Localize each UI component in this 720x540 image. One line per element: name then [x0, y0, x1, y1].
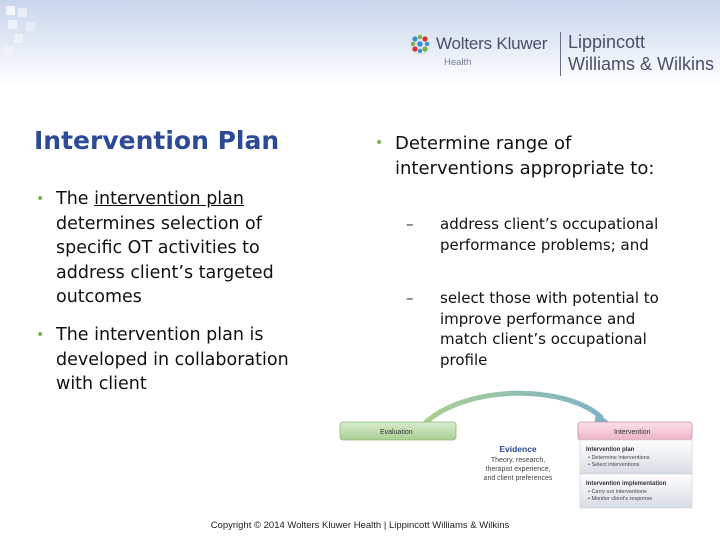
brand-name: Wolters Kluwer: [436, 34, 548, 53]
publisher-logo: [408, 30, 718, 80]
sub-item-2: [406, 288, 680, 370]
brand-division: Health: [444, 57, 472, 68]
implementation-item-2: • Monitor client’s response: [588, 496, 653, 502]
sub-item-text: select those with potential to improve performance and match client’s occupational profile: [440, 289, 659, 369]
process-diagram: [336, 390, 696, 520]
bullet-text-post: determines selection of specific OT activities to address client’s targeted outcomes: [56, 213, 274, 307]
plan-item-2: • Select interventions: [588, 462, 640, 468]
bullet-text: The intervention plan is developed in collaboration with client: [56, 325, 289, 394]
bullet-text-pre: The: [56, 189, 95, 209]
bullet-dot-icon: •: [375, 135, 384, 151]
flow-arc: [424, 393, 602, 424]
intervention-label: Intervention: [614, 429, 651, 436]
sub-item-text: address client’s occupational performance problems; and: [440, 215, 659, 254]
imprint-line-2: Williams & Wilkins: [568, 54, 714, 74]
evidence-title: Evidence: [499, 444, 537, 454]
copyright-footer: Copyright © 2014 Wolters Kluwer Health | Lippincott Williams & Wilkins: [210, 520, 510, 531]
plan-item-1: • Determine interventions: [588, 455, 650, 461]
dash-marker: –: [406, 289, 414, 307]
implementation-item-1: • Carry out interventions: [588, 489, 647, 495]
dash-marker: –: [406, 215, 414, 233]
bullet-dot-icon: •: [36, 191, 45, 207]
slide-title: Intervention Plan: [34, 126, 280, 155]
implementation-title: Intervention implementation: [586, 481, 667, 487]
intervention-plan-link[interactable]: intervention plan: [94, 189, 244, 209]
left-bullet-1: [36, 187, 316, 310]
logo-divider: [560, 32, 561, 76]
evidence-line-1: Theory, research,: [490, 457, 546, 464]
bullet-text: Determine range of interventions appropriate to:: [395, 133, 655, 179]
sub-item-1: [406, 214, 680, 255]
wolters-kluwer-globe-icon: [408, 32, 432, 56]
evaluation-label: Evaluation: [380, 429, 413, 436]
evidence-line-3: and client preferences: [483, 475, 553, 482]
evidence-line-2: therapist experience,: [485, 466, 551, 473]
bullet-dot-icon: •: [36, 327, 45, 343]
left-bullet-2: [36, 323, 326, 397]
right-bullet: [375, 131, 695, 181]
plan-title: Intervention plan: [586, 447, 635, 453]
imprint-line-1: Lippincott: [568, 32, 646, 52]
